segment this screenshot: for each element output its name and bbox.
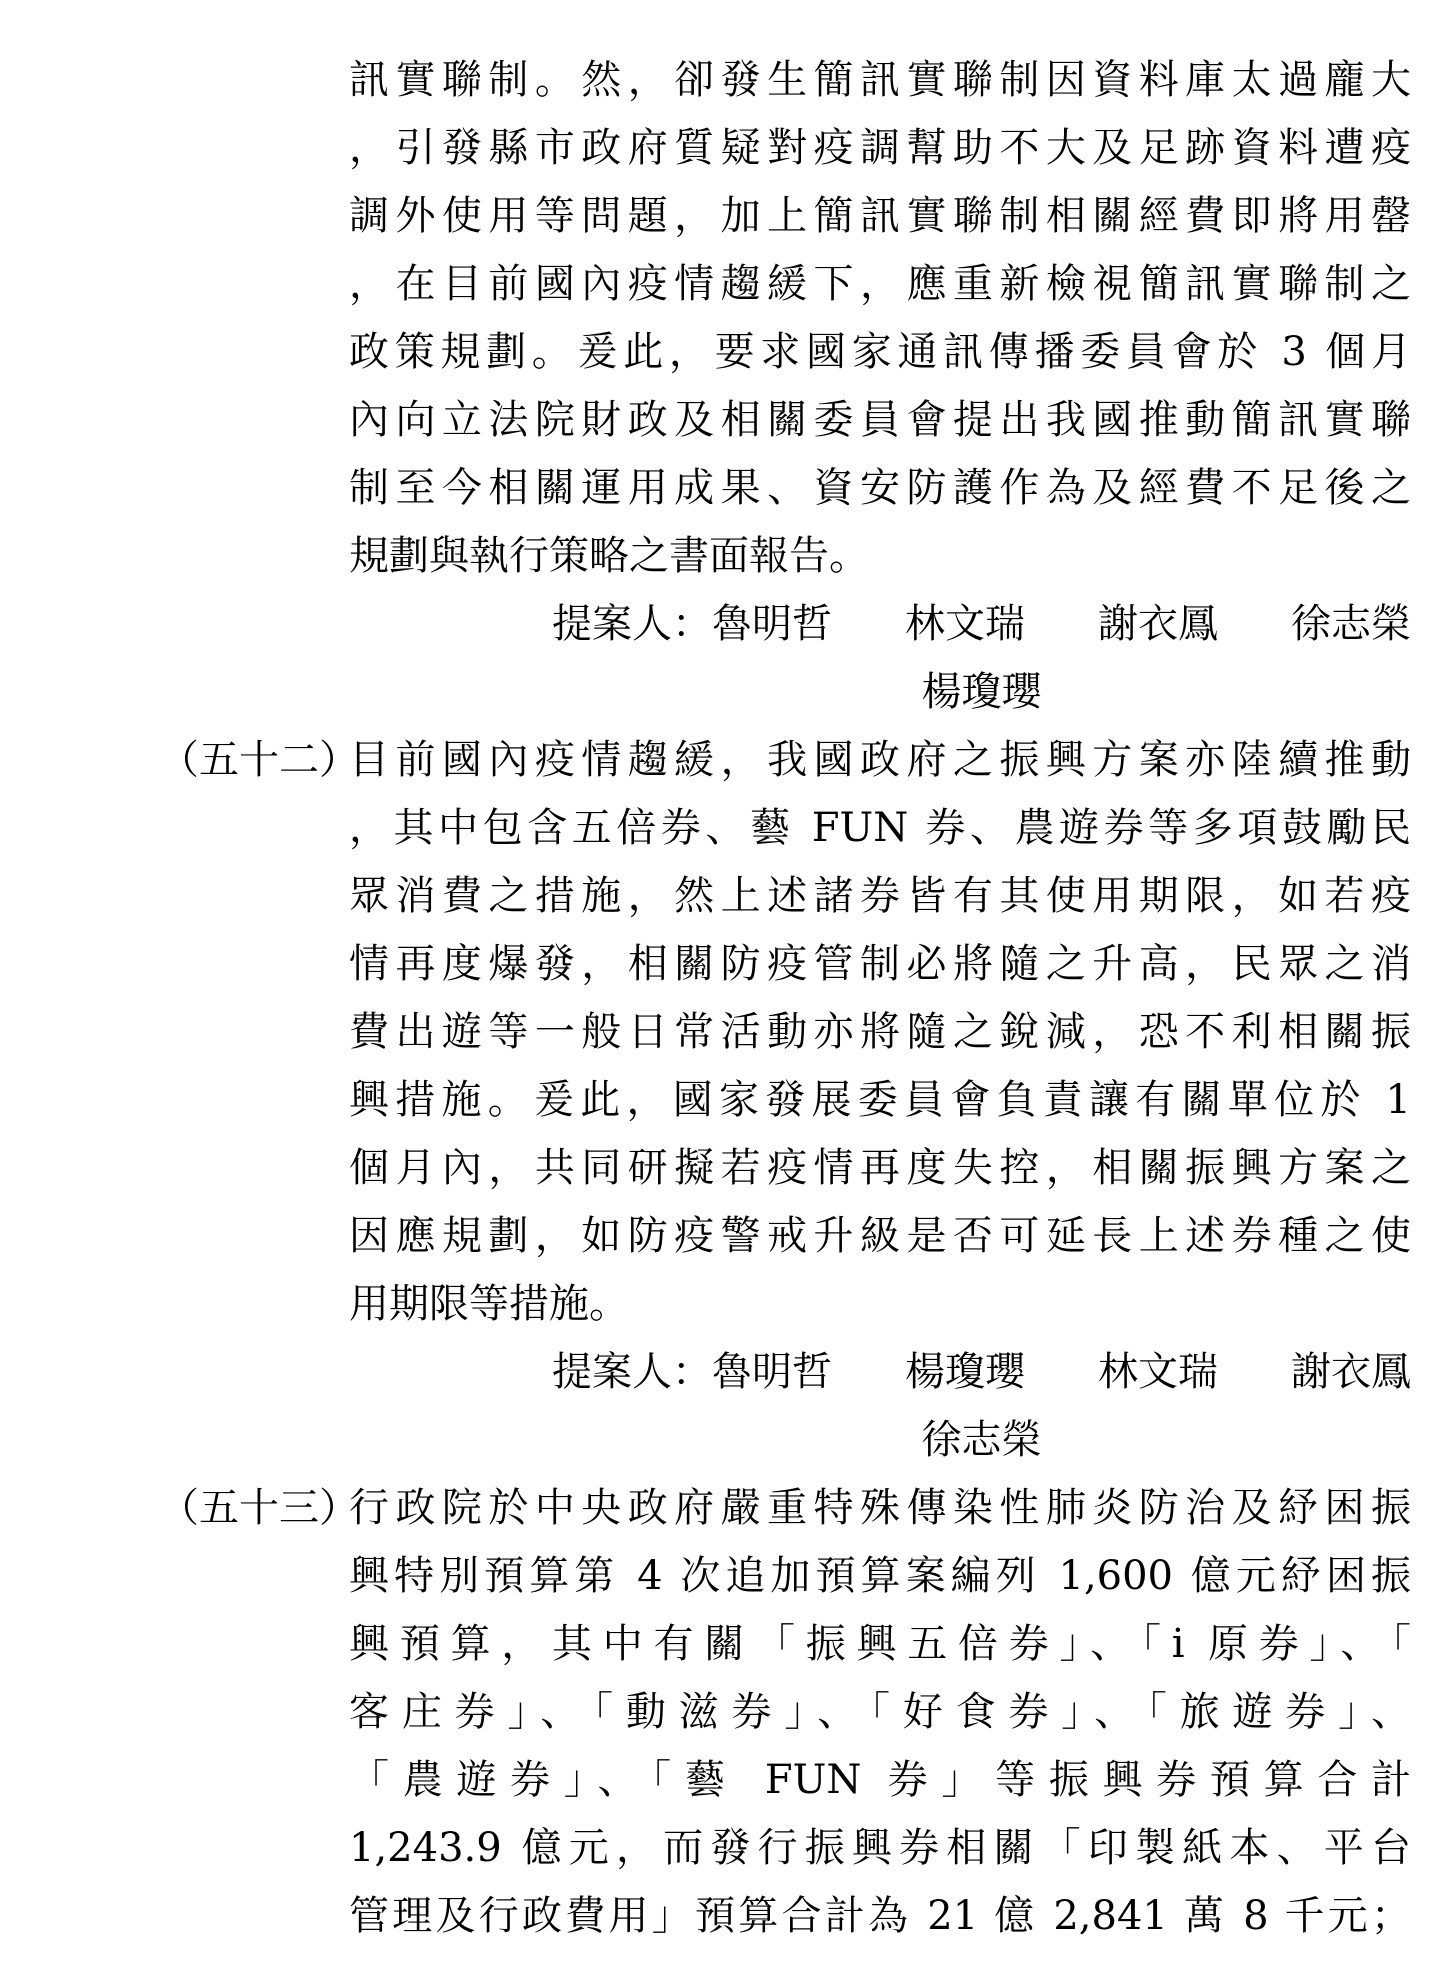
proposer-name: 提案人：魯明哲 (552, 1349, 832, 1395)
proposer-name: 林文瑞 (905, 601, 1025, 647)
paragraph-line: 行政院於中央政府嚴重特殊傳染性肺炎防治及紓困振 (349, 1485, 1411, 1531)
paragraph-line: ，其中包含五倍券、藝 FUN 券、農遊券等多項鼓勵民 (349, 805, 1411, 851)
proposer-name: 謝衣鳳 (1098, 601, 1218, 647)
proposer-name: 謝衣鳳 (1291, 1349, 1411, 1395)
proposer-name: 楊瓊瓔 (905, 1349, 1025, 1395)
item-number-label: （五十三） (159, 1485, 359, 1531)
paragraph-line: ，引發縣市政府質疑對疫調幫助不大及足跡資料遭疫 (349, 125, 1411, 171)
paragraph-line: 客庄券」、「動滋券」、「好食券」、「旅遊券」、 (349, 1689, 1411, 1735)
proposer-continuation: 徐志榮 (921, 1417, 1042, 1463)
paragraph-line: 規劃與執行策略之書面報告。 (349, 533, 869, 579)
paragraph-line: 訊實聯制。然，卻發生簡訊實聯制因資料庫太過龐大 (349, 57, 1411, 103)
paragraph-line: 興預算，其中有關「振興五倍券」、「i 原券」、「 (349, 1621, 1411, 1667)
paragraph-line: 用期限等措施。 (349, 1281, 629, 1327)
paragraph-line: 內向立法院財政及相關委員會提出我國推動簡訊實聯 (349, 397, 1411, 443)
paragraph-line: 興措施。爰此，國家發展委員會負責讓有關單位於 1 (349, 1077, 1411, 1123)
proposer-name: 林文瑞 (1098, 1349, 1218, 1395)
item-number-label: （五十二） (159, 737, 359, 783)
proposer-continuation: 楊瓊瓔 (921, 669, 1042, 715)
paragraph-line: 興特別預算第 4 次追加預算案編列 1,600 億元紓困振 (349, 1553, 1411, 1599)
paragraph-line: 目前國內疫情趨緩，我國政府之振興方案亦陸續推動 (349, 737, 1411, 783)
proposer-line (552, 590, 1411, 658)
paragraph-line: 1,243.9 億元，而發行振興券相關「印製紙本、平台 (349, 1825, 1411, 1871)
paragraph-line: 因應規劃，如防疫警戒升級是否可延長上述券種之使 (349, 1213, 1411, 1259)
proposer-name: 徐志榮 (1291, 601, 1411, 647)
paragraph-line: ，在目前國內疫情趨緩下，應重新檢視簡訊實聯制之 (349, 261, 1411, 307)
proposer-name: 提案人：魯明哲 (552, 601, 832, 647)
proposer-line (552, 1338, 1411, 1406)
paragraph-line: 調外使用等問題，加上簡訊實聯制相關經費即將用罄 (349, 193, 1411, 239)
paragraph-line: 「農遊券」、「藝 FUN 券」等振興券預算合計 (349, 1757, 1411, 1803)
paragraph-line: 情再度爆發，相關防疫管制必將隨之升高，民眾之消 (349, 941, 1411, 987)
paragraph-line: 個月內，共同研擬若疫情再度失控，相關振興方案之 (349, 1145, 1411, 1191)
paragraph-line: 管理及行政費用」預算合計為 21 億 2,841 萬 8 千元； (349, 1893, 1411, 1939)
paragraph-line: 眾消費之措施，然上述諸券皆有其使用期限，如若疫 (349, 873, 1411, 919)
paragraph-line: 費出遊等一般日常活動亦將隨之銳減，恐不利相關振 (349, 1009, 1411, 1055)
paragraph-line: 政策規劃。爰此，要求國家通訊傳播委員會於 3 個月 (349, 329, 1411, 375)
paragraph-line: 制至今相關運用成果、資安防護作為及經費不足後之 (349, 465, 1411, 511)
